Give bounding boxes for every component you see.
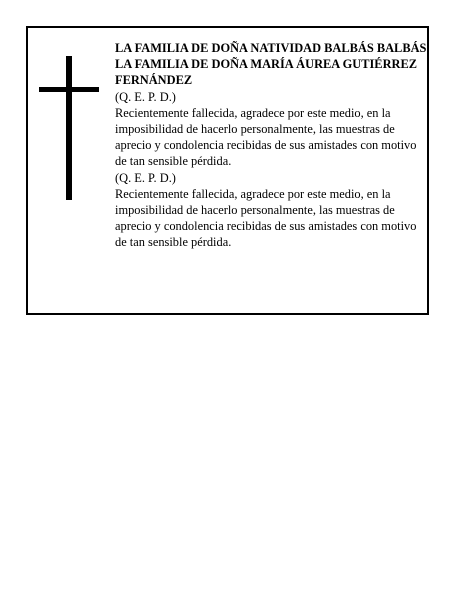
cross-vertical-bar: [66, 56, 72, 200]
obituary-notice: [26, 26, 429, 315]
rip-abbreviation: (Q. E. P. D.): [115, 170, 176, 185]
notice-text: [115, 40, 427, 251]
acknowledgement-paragraph: Recientemente fallecida, agradece por este medio, en la imposibilidad de hacerlo personalmente, las muestras de aprecio y condolencia recibidas de sus amistades con motivo de tan sensible pérdida.: [115, 186, 417, 250]
cross-horizontal-bar: [39, 87, 99, 92]
latin-cross-icon: [39, 56, 99, 200]
family-heading: LA FAMILIA DE DOÑA NATIVIDAD BALBÁS BALBÁS LA FAMILIA DE DOÑA MARÍA ÁUREA GUTIÉRREZ FERNÁNDEZ: [115, 41, 427, 88]
acknowledgement-paragraph: Recientemente fallecida, agradece por este medio, en la imposibilidad de hacerlo personalmente, las muestras de aprecio y condolencia recibidas de sus amistades con motivo de tan sensible pérdida.: [115, 105, 417, 169]
rip-abbreviation: (Q. E. P. D.): [115, 89, 176, 104]
